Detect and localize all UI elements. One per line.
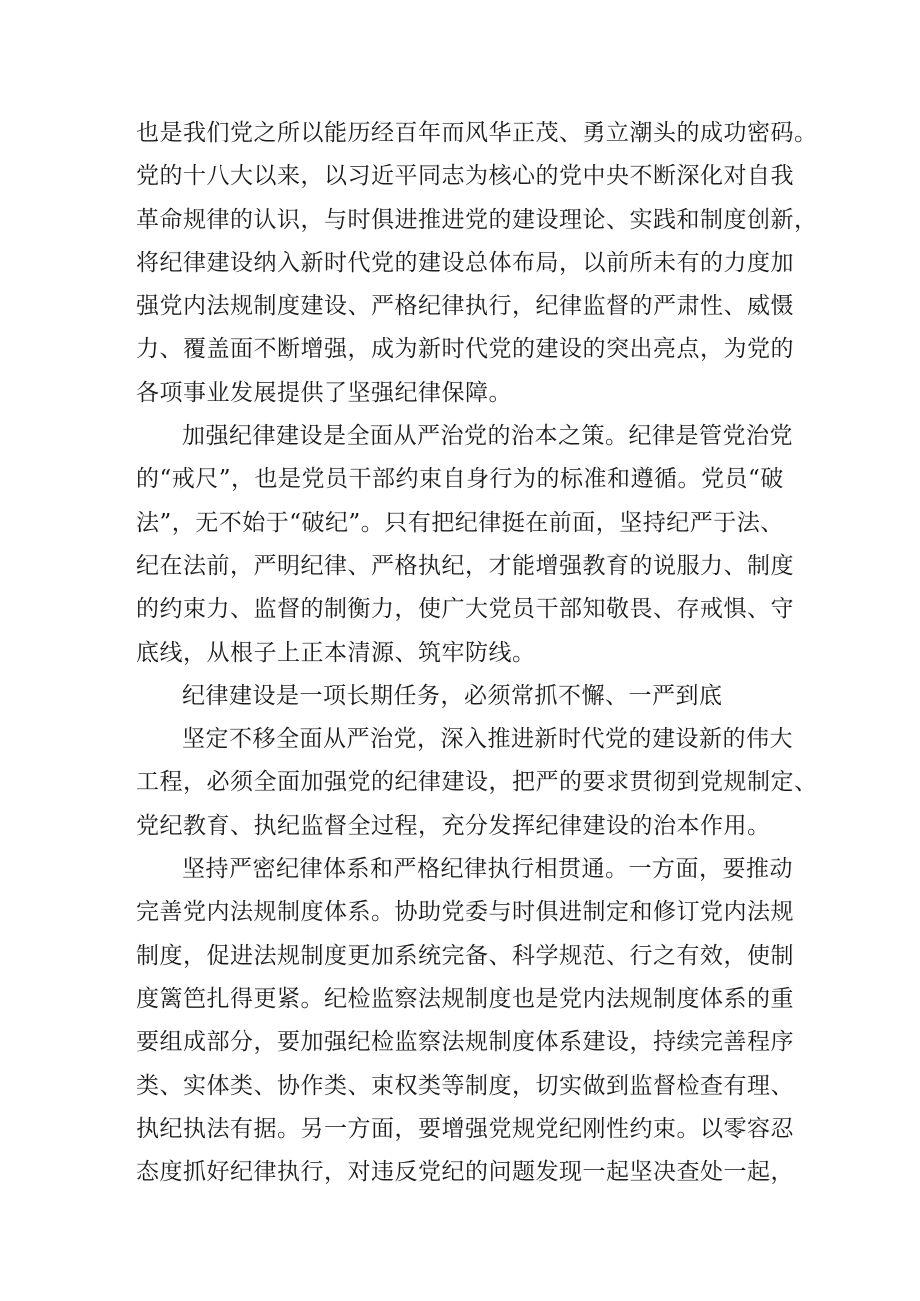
text-line: 完善党内法规制度体系。协助党委与时俱进制定和修订党内法规 bbox=[136, 899, 794, 926]
paragraph-start-line: 坚定不移全面从严治党，深入推进新时代党的建设新的伟大 bbox=[182, 726, 793, 753]
section-heading: 纪律建设是一项长期任务，必须常抓不懈、一严到底 bbox=[182, 682, 723, 709]
text-line: 要组成部分，要加强纪检监察法规制度体系建设，持续完善程序 bbox=[136, 1029, 794, 1056]
text-line: 态度抓好纪律执行，对违反党纪的问题发现一起坚决查处一起， bbox=[136, 1159, 794, 1186]
text-line: 强党内法规制度建设、严格纪律执行，纪律监督的严肃性、威慑 bbox=[136, 293, 794, 320]
text-line: 执纪执法有据。另一方面，要增强党规党纪刚性约束。以零容忍 bbox=[136, 1115, 794, 1142]
text-line: 纪在法前，严明纪律、严格执纪，才能增强教育的说服力、制度 bbox=[136, 552, 794, 579]
text-line: 各项事业发展提供了坚强纪律保障。 bbox=[136, 379, 512, 406]
text-line: 将纪律建设纳入新时代党的建设总体布局，以前所未有的力度加 bbox=[136, 249, 794, 276]
text-line: 的约束力、监督的制衡力，使广大党员干部知敬畏、存戒惧、守 bbox=[136, 596, 794, 623]
text-line: 法”，无不始于“破纪”。只有把纪律挺在前面，坚持纪严于法、 bbox=[136, 509, 784, 536]
text-line: 类、实体类、协作类、束权类等制度，切实做到监督检查有理、 bbox=[136, 1072, 794, 1099]
text-line: 力、覆盖面不断增强，成为新时代党的建设的突出亮点，为党的 bbox=[136, 336, 794, 363]
text-line: 革命规律的认识，与时俱进推进党的建设理论、实践和制度创新， bbox=[136, 206, 818, 233]
text-line: 也是我们党之所以能历经百年而风华正茂、勇立潮头的成功密码。 bbox=[136, 120, 818, 146]
paragraph-start-line: 坚持严密纪律体系和严格纪律执行相贯通。一方面，要推动 bbox=[182, 856, 793, 883]
text-line: 制度，促进法规制度更加系统完备、科学规范、行之有效，使制 bbox=[136, 942, 794, 969]
text-line: 党的十八大以来，以习近平同志为核心的党中央不断深化对自我 bbox=[136, 163, 794, 190]
paragraph-start-line: 加强纪律建设是全面从严治党的治本之策。纪律是管党治党 bbox=[182, 423, 793, 450]
text-line: 工程，必须全面加强党的纪律建设，把严的要求贯彻到党规制定、 bbox=[136, 769, 818, 796]
text-line: 党纪教育、执纪监督全过程，充分发挥纪律建设的治本作用。 bbox=[136, 812, 771, 839]
document-body bbox=[136, 112, 818, 1194]
text-line: 度篱笆扎得更紧。纪检监察法规制度也是党内法规制度体系的重 bbox=[136, 985, 794, 1012]
text-line: 的“戒尺”，也是党员干部约束自身行为的标准和遵循。党员“破 bbox=[136, 466, 784, 493]
text-line: 底线，从根子上正本清源、筑牢防线。 bbox=[136, 639, 536, 666]
